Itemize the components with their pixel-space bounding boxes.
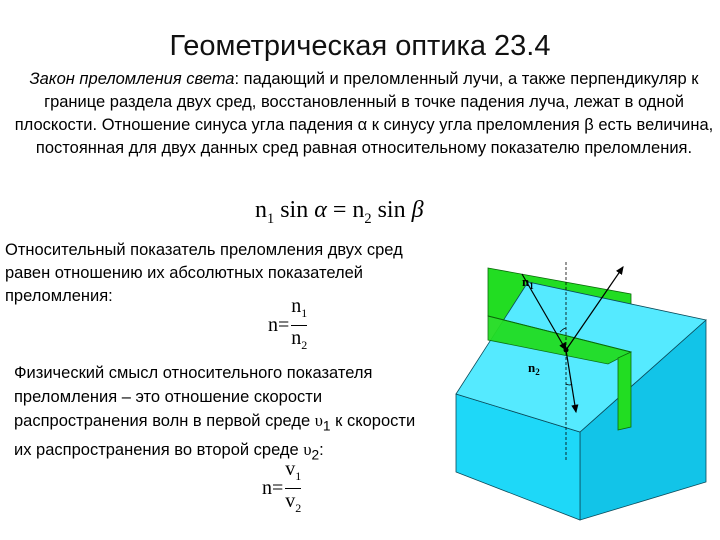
fraction-bar	[285, 488, 301, 489]
relative-num-symbol: n	[291, 295, 302, 317]
velocity-ratio-formula	[262, 458, 301, 519]
refraction-diagram	[448, 262, 710, 524]
law-n2-subscript: 2	[364, 210, 372, 227]
page-title: Геометрическая оптика 23.4	[169, 30, 551, 62]
relative-num-subscript: 1	[301, 306, 308, 320]
fraction-bar	[291, 325, 307, 326]
relative-den-symbol: n	[291, 327, 302, 349]
relative-index-formula	[268, 295, 307, 356]
medium-1-label: $n_1$	[522, 274, 534, 291]
relative-formula-lhs: n=	[268, 314, 290, 336]
v1-symbol: υ	[314, 411, 323, 430]
relative-formula-denominator	[291, 327, 307, 356]
physical-text-1: Физический смысл относительного показателя преломления – это отношение скорости распространения волн в первой среде	[14, 364, 373, 430]
physical-meaning-paragraph	[14, 361, 434, 468]
velocity-num-subscript: 1	[295, 469, 302, 483]
velocity-formula-lhs: n=	[262, 477, 284, 499]
velocity-formula-denominator	[285, 490, 301, 519]
incidence-plane-lower	[618, 352, 631, 430]
medium-2-label: $n_2$	[528, 360, 540, 377]
relative-den-subscript: 2	[301, 338, 308, 352]
v2-symbol: υ	[303, 440, 312, 460]
physical-text-3: :	[319, 441, 324, 460]
v2-subscript: 2	[311, 447, 320, 463]
law-n1-subscript: 1	[267, 210, 275, 227]
law-n1-symbol: n	[255, 197, 267, 223]
incidence-point	[564, 348, 569, 353]
relative-index-paragraph: Относительный показатель преломления двух сред равен отношению их абсолютных показателей преломления:	[5, 241, 403, 305]
law-sin2: sin	[371, 197, 412, 223]
velocity-num-symbol: v	[285, 458, 296, 480]
refraction-law-text: : падающий и преломленный лучи, а также перпендикуляр к границе раздела двух сред, восстановленный в точке падения луча, лежат в одной плоскости. Отношение синуса угла падения α к синусу угла преломления β есть величина, постоянная для двух данных сред равная относительному показателю преломления.	[14, 70, 714, 157]
physical-text-2: к скорости их распространения во второй среде	[14, 412, 416, 460]
law-alpha: α	[314, 197, 327, 223]
relative-formula-numerator	[291, 295, 307, 324]
v1-subscript: 1	[322, 418, 331, 434]
refraction-law-paragraph	[14, 68, 714, 160]
law-n2-symbol: n	[352, 197, 365, 223]
velocity-den-subscript: 2	[295, 501, 302, 515]
law-equals: =	[326, 197, 353, 223]
velocity-den-symbol: v	[285, 490, 296, 512]
law-sin1: sin	[274, 197, 315, 223]
refraction-law-term: Закон преломления света	[29, 70, 235, 88]
law-beta: β	[411, 197, 424, 223]
snell-law-formula	[255, 197, 424, 228]
velocity-formula-numerator	[285, 458, 301, 487]
